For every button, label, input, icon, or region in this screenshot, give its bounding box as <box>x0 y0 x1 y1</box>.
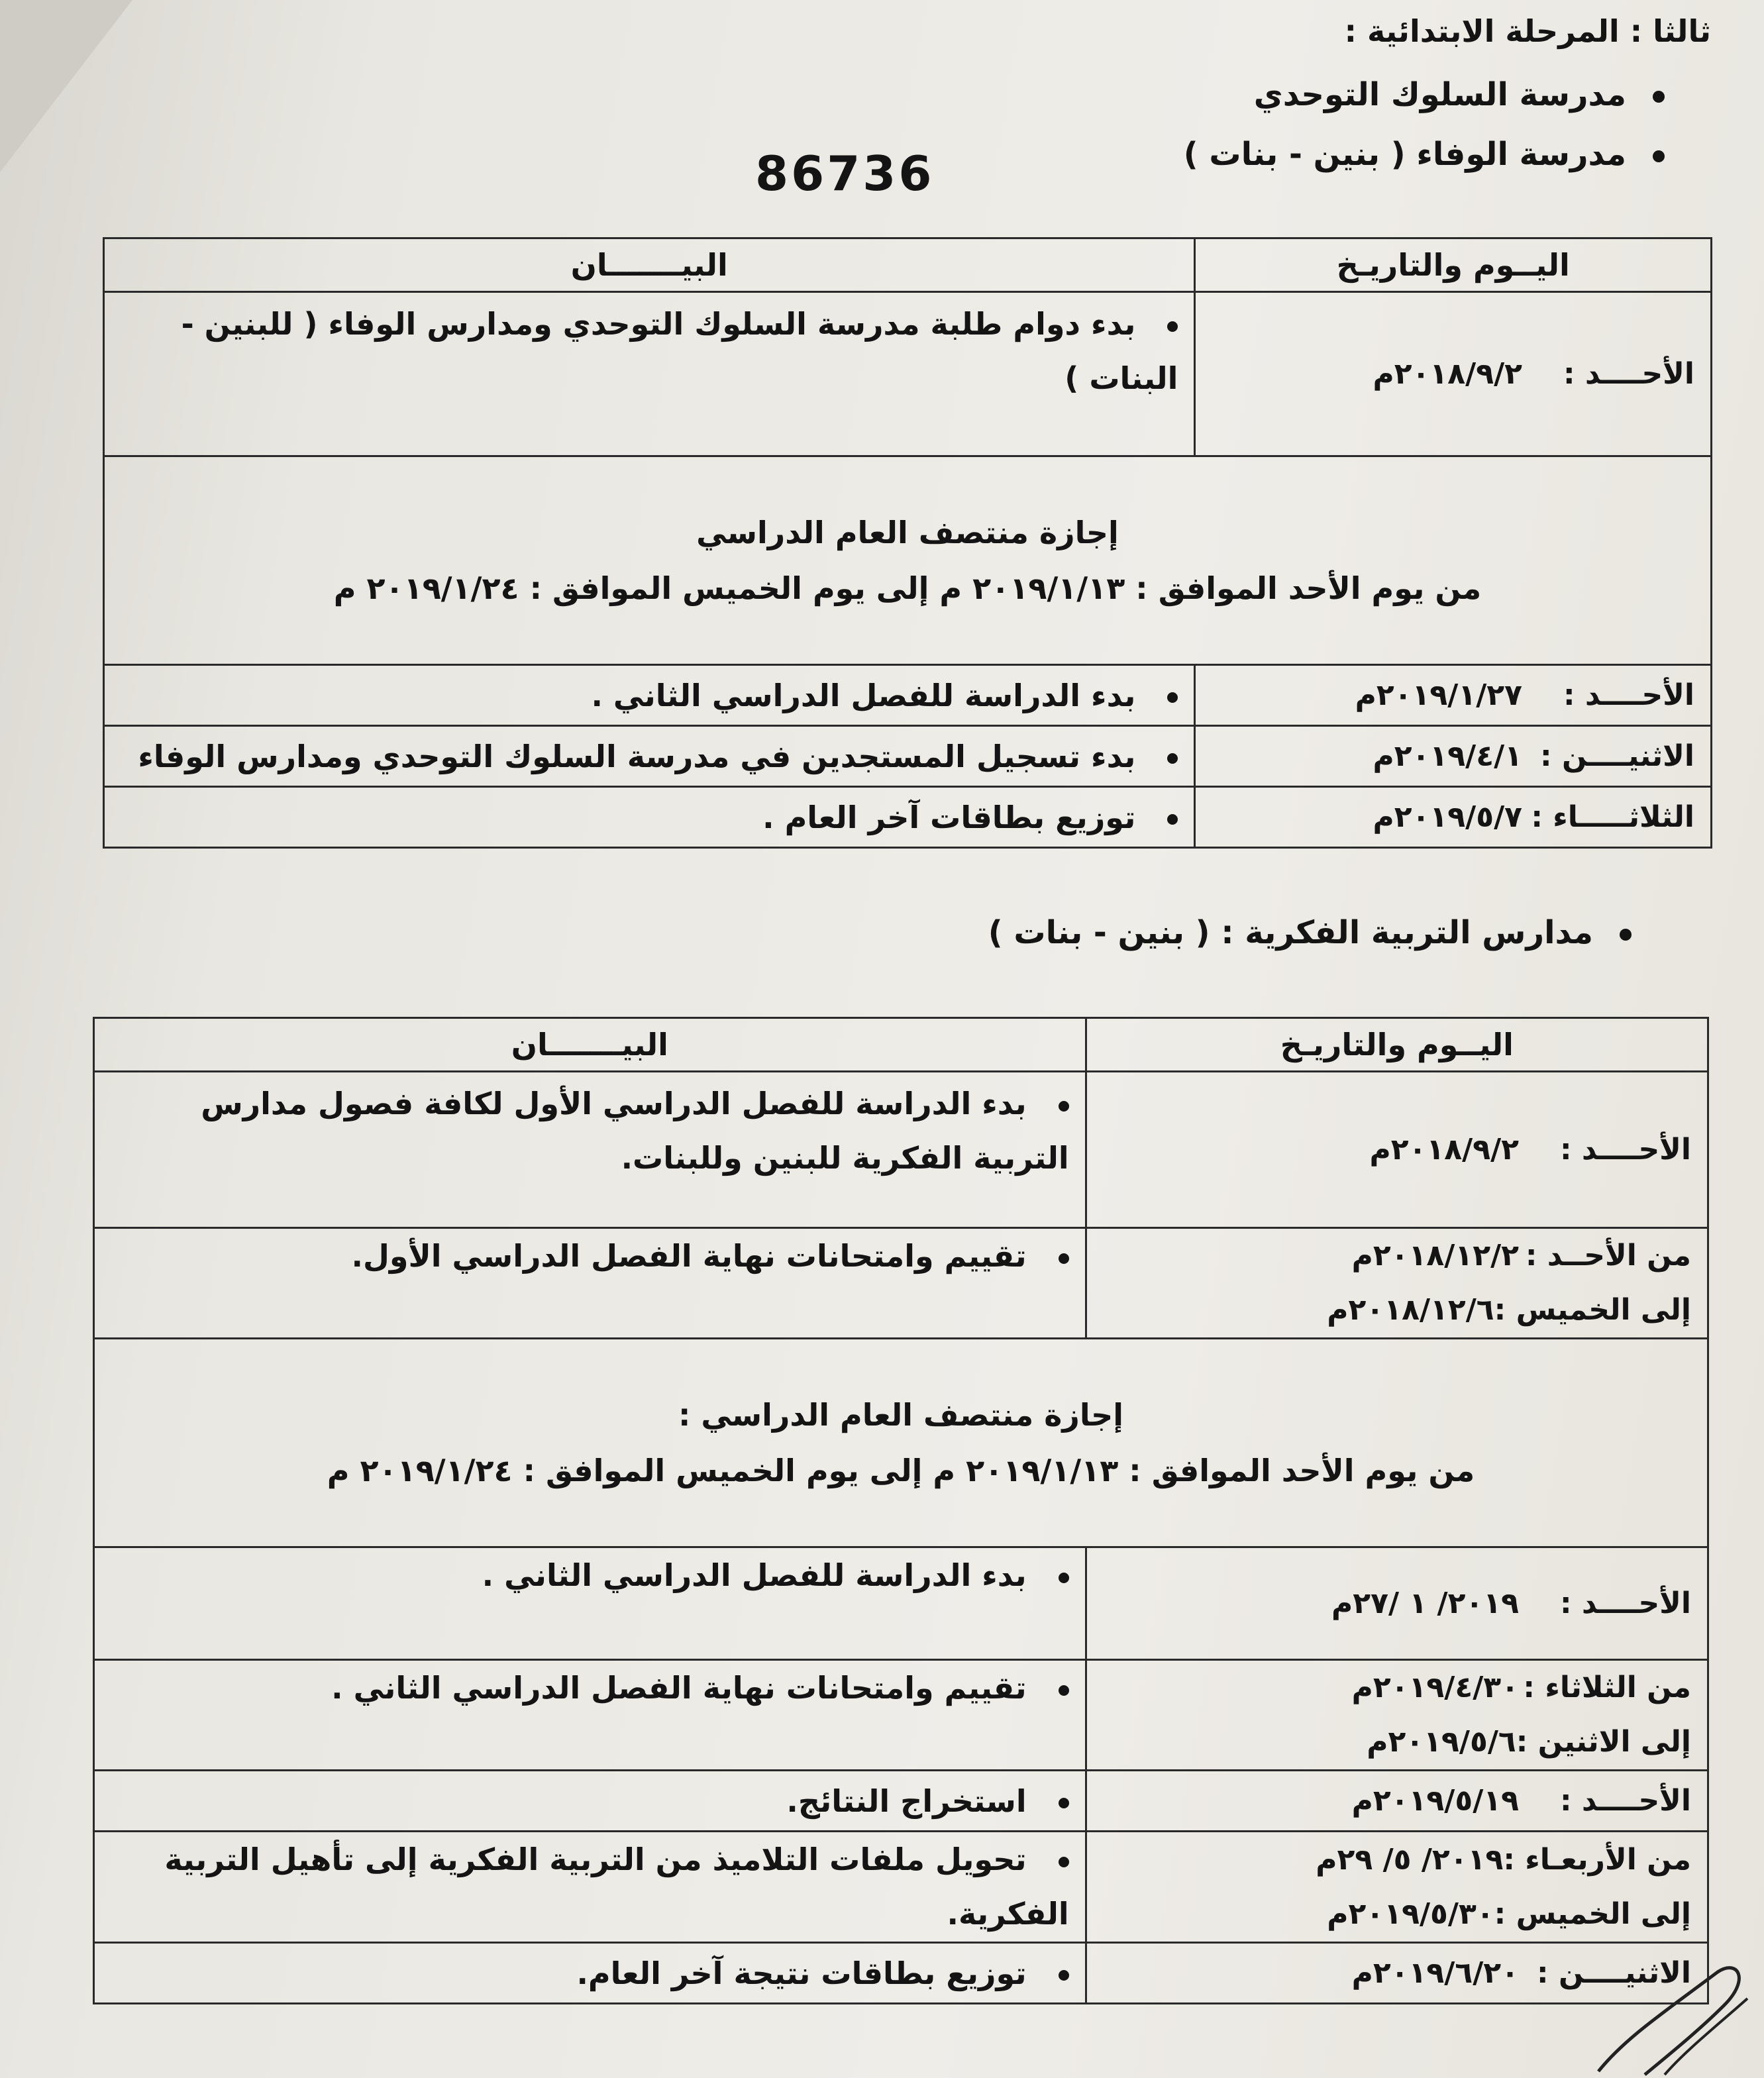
bullet-icon <box>1653 150 1665 162</box>
bullet-icon <box>1620 929 1632 941</box>
desc-cell: بدء تسجيل المستجدين في مدرسة السلوك التوحدي ومدارس الوفاء <box>104 726 1195 787</box>
header-date: اليــوم والتاريـخ <box>1195 238 1712 292</box>
bullet-icon <box>1059 1798 1069 1808</box>
table-row <box>104 787 1712 848</box>
bullet-icon <box>1653 91 1665 103</box>
desc-cell: تقييم وامتحانات نهاية الفصل الدراسي الثاني . <box>94 1660 1086 1771</box>
holiday-range: من يوم الأحد الموافق : ٢٠١٩/١/١٣ م إلى يوم الخميس الموافق : ٢٠١٩/١/٢٤ م <box>327 1453 1475 1488</box>
date-cell: الأحــــد :٢٠١٨/٩/٢م <box>1195 292 1712 456</box>
school-item-wafa: مدرسة الوفاء ( بنين - بنات ) <box>1184 136 1665 173</box>
table-row <box>104 726 1712 787</box>
date-cell: من الثلاثاء :٢٠١٩/٤/٣٠م إلى الاثنين :٢٠١٩/٥/٦م <box>1086 1660 1708 1771</box>
date-cell: الاثنيــــن :٢٠١٩/٦/٢٠م <box>1086 1943 1708 2004</box>
bullet-icon <box>1059 1101 1069 1112</box>
document-number: 86736 <box>755 146 935 201</box>
bullet-icon <box>1059 1857 1069 1867</box>
table-row <box>94 1771 1708 1832</box>
desc-cell: توزيع بطاقات آخر العام . <box>104 787 1195 848</box>
bullet-icon <box>1167 321 1178 332</box>
date-cell: الأحــــد :٢٠١٨/٩/٢م <box>1086 1072 1708 1228</box>
desc-cell: بدء الدراسة للفصل الدراسي الثاني . <box>94 1547 1086 1660</box>
desc-cell: بدء الدراسة للفصل الدراسي الثاني . <box>104 665 1195 726</box>
bullet-icon <box>1059 1253 1069 1264</box>
desc-cell: توزيع بطاقات نتيجة آخر العام. <box>94 1943 1086 2004</box>
date-cell: من الأحــد :٢٠١٨/١٢/٢م إلى الخميس :٢٠١٨/١٢/٦م <box>1086 1228 1708 1339</box>
desc-cell: تحويل ملفات التلاميذ من التربية الفكرية إلى تأهيل التربية الفكرية. <box>94 1832 1086 1943</box>
holiday-cell <box>104 456 1712 665</box>
bullet-icon <box>1059 1573 1069 1583</box>
bullet-icon <box>1167 692 1178 703</box>
section-heading: ثالثا : المرحلة الابتدائية : <box>1344 13 1711 49</box>
holiday-row <box>94 1339 1708 1547</box>
school-item-intellectual-education: مدارس التربية الفكرية : ( بنين - بنات ) <box>988 914 1632 951</box>
date-cell: الاثنيــــن :٢٠١٩/٤/١م <box>1195 726 1712 787</box>
table-header <box>104 238 1712 292</box>
table-row <box>94 1832 1708 1943</box>
page-fold <box>0 0 132 172</box>
bullet-icon <box>1059 1685 1069 1696</box>
schedule-table-1 <box>103 237 1712 849</box>
date-cell: من الأربعـاء :٢٠١٩/ ٥/ ٢٩م إلى الخميس :٢٠١٩/٥/٣٠م <box>1086 1832 1708 1943</box>
header-desc: البيـــــــان <box>94 1018 1086 1072</box>
holiday-title: إجازة منتصف العام الدراسي <box>696 515 1119 550</box>
signature-mark <box>1585 1959 1757 2078</box>
table-row <box>94 1660 1708 1771</box>
bullet-icon <box>1059 1970 1069 1981</box>
date-cell: الأحــــد :٢٠١٩/ ١ /٢٧م <box>1086 1547 1708 1660</box>
schedule-table-2 <box>93 1017 1709 2004</box>
holiday-row <box>104 456 1712 665</box>
date-cell: الثلاثـــــاء :٢٠١٩/٥/٧م <box>1195 787 1712 848</box>
bullet-icon <box>1167 814 1178 825</box>
table-row <box>104 665 1712 726</box>
desc-cell: بدء دوام طلبة مدرسة السلوك التوحدي ومدارس الوفاء ( للبنين - البنات ) <box>104 292 1195 456</box>
table-row <box>104 292 1712 456</box>
date-cell: الأحــــد :٢٠١٩/٥/١٩م <box>1086 1771 1708 1832</box>
date-cell: الأحــــد :٢٠١٩/١/٢٧م <box>1195 665 1712 726</box>
table-row <box>94 1072 1708 1228</box>
desc-cell: بدء الدراسة للفصل الدراسي الأول لكافة فصول مدارس التربية الفكرية للبنين وللبنات. <box>94 1072 1086 1228</box>
holiday-range: من يوم الأحد الموافق : ٢٠١٩/١/١٣ م إلى يوم الخميس الموافق : ٢٠١٩/١/٢٤ م <box>333 570 1482 606</box>
desc-cell: استخراج النتائج. <box>94 1771 1086 1832</box>
table-row <box>94 1228 1708 1339</box>
header-date: اليــوم والتاريـخ <box>1086 1018 1708 1072</box>
header-desc: البيـــــــان <box>104 238 1195 292</box>
school-item-autism: مدرسة السلوك التوحدي <box>1254 76 1665 113</box>
desc-cell: تقييم وامتحانات نهاية الفصل الدراسي الأول. <box>94 1228 1086 1339</box>
table-header <box>94 1018 1708 1072</box>
table-row <box>94 1547 1708 1660</box>
holiday-cell <box>94 1339 1708 1547</box>
table-row <box>94 1943 1708 2004</box>
bullet-icon <box>1167 753 1178 764</box>
holiday-title: إجازة منتصف العام الدراسي : <box>678 1397 1124 1433</box>
